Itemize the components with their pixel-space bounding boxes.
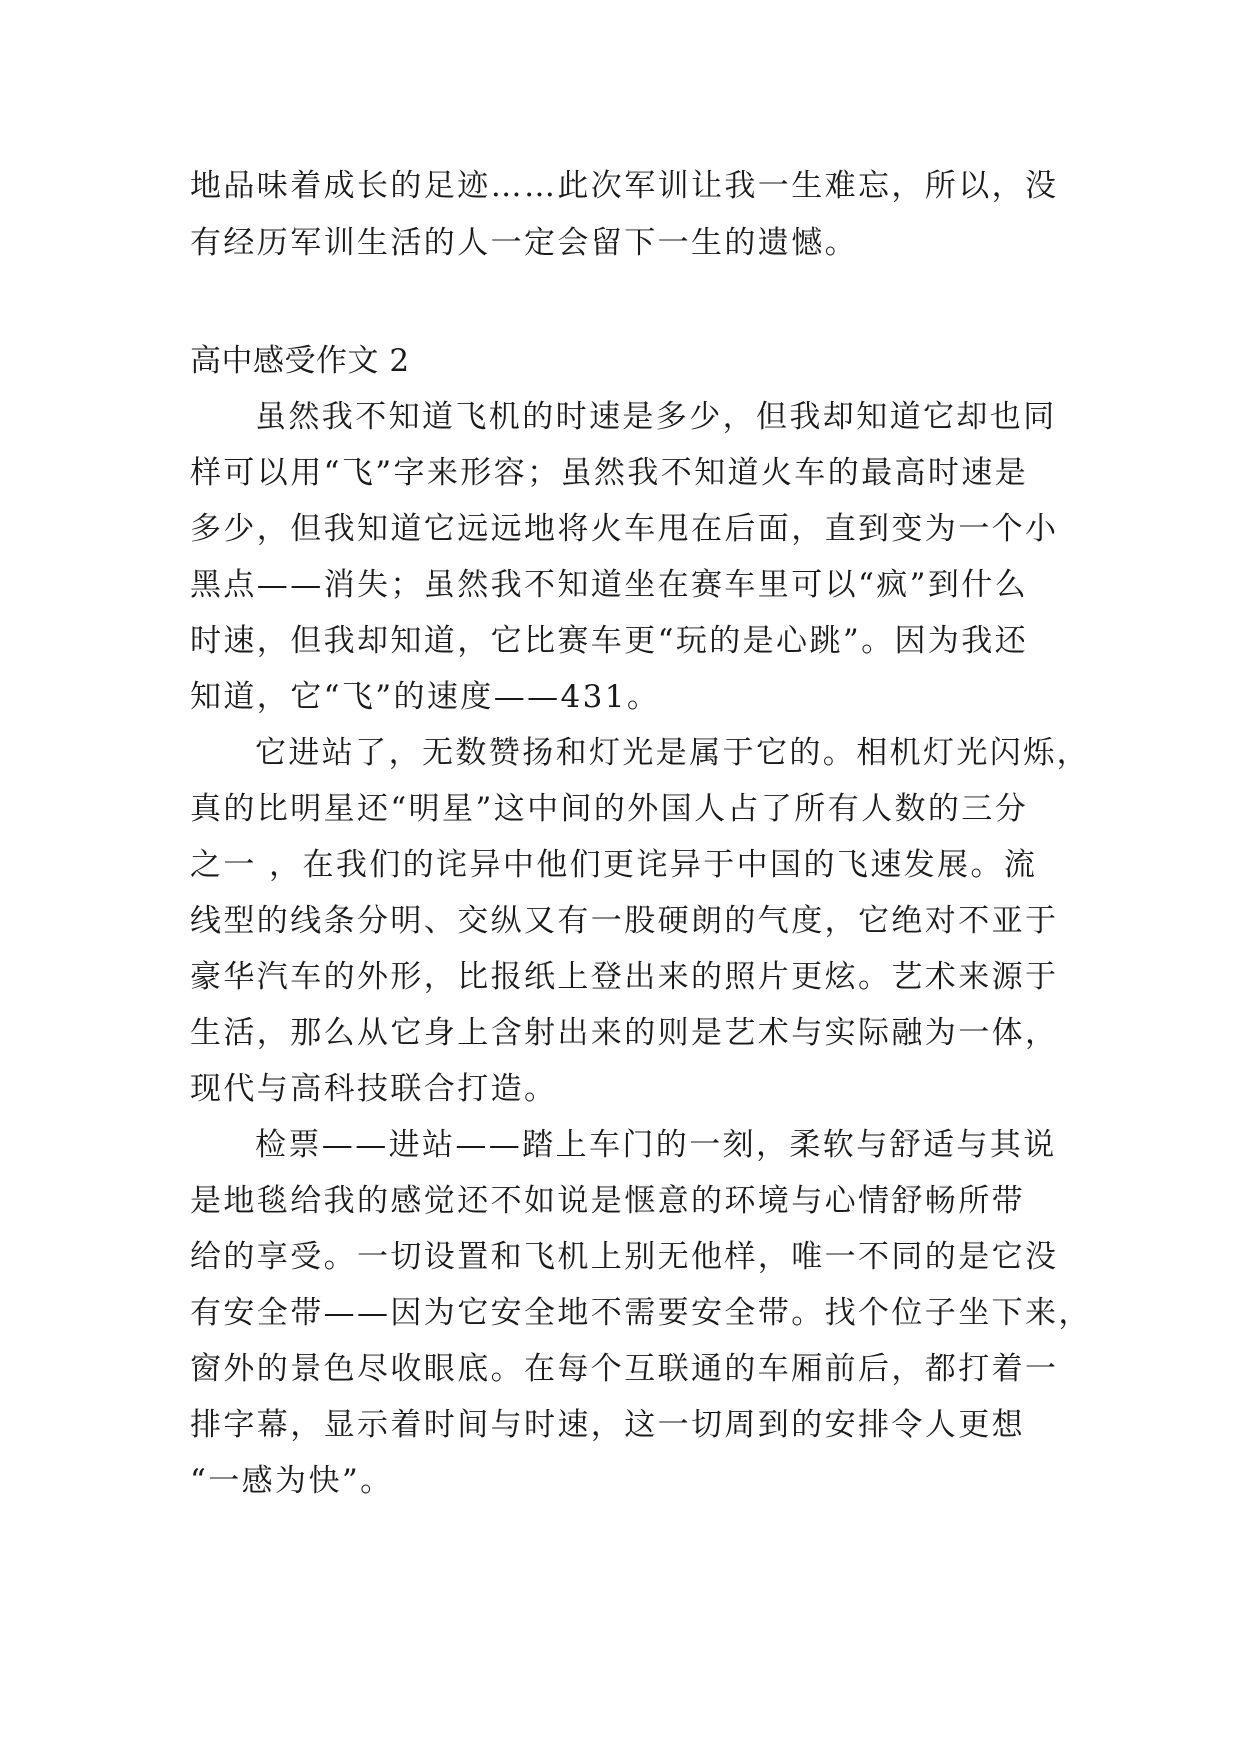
text-line: 多少，但我知道它远远地将火车甩在后面，直到变为一个小 xyxy=(190,511,1059,547)
text-line: 豪华汽车的外形，比报纸上登出来的照片更炫。艺术来源于 xyxy=(190,959,1059,995)
text-line: 时速，但我却知道，它比赛车更“玩的是心跳”。因为我还 xyxy=(190,623,1029,659)
text-line: 真的比明星还“明星”这中间的外国人占了所有人数的三分 xyxy=(190,791,1029,827)
text-line: 排字幕，显示着时间与时速，这一切周到的安排令人更想 xyxy=(190,1407,1025,1443)
text-line: 知道，它“飞”的速度——431。 xyxy=(190,679,661,715)
text-line: 给的享受。一切设置和飞机上别无他样，唯一不同的是它没 xyxy=(190,1239,1059,1275)
text-line: 生活，那么从它身上含射出来的则是艺术与实际融为一体， xyxy=(190,1015,1059,1051)
paragraph-first-line: 虽然我不知道飞机的时速是多少，但我却知道它却也同 xyxy=(255,399,1057,435)
text-line: 有经历军训生活的人一定会留下一生的遗憾。 xyxy=(190,225,858,261)
text-line: 黑点——消失；虽然我不知道坐在赛车里可以“疯”到什么 xyxy=(190,567,1029,603)
text-line: 地品味着成长的足迹……此次军训让我一生难忘，所以，没 xyxy=(190,168,1059,204)
paragraph-first-line: 它进站了，无数赞扬和灯光是属于它的。相机灯光闪烁， xyxy=(255,735,1090,771)
text-line: 样可以用“飞”字来形容；虽然我不知道火车的最高时速是 xyxy=(190,455,1029,491)
section-title: 高中感受作文 2 xyxy=(190,343,410,379)
paragraph-first-line: 检票——进站——踏上车门的一刻，柔软与舒适与其说 xyxy=(255,1127,1057,1163)
text-line: 是地毯给我的感觉还不如说是惬意的环境与心情舒畅所带 xyxy=(190,1183,1025,1219)
text-line: 现代与高科技联合打造。 xyxy=(190,1071,558,1107)
text-line: 窗外的景色尽收眼底。在每个互联通的车厢前后，都打着一 xyxy=(190,1351,1059,1387)
text-line: 有安全带——因为它安全地不需要安全带。找个位子坐下来， xyxy=(190,1295,1092,1331)
text-line: “一感为快”。 xyxy=(190,1463,394,1499)
text-line: 之一 ，在我们的诧异中他们更诧异于中国的飞速发展。流 xyxy=(190,847,1038,883)
text-line: 线型的线条分明、交纵又有一股硬朗的气度，它绝对不亚于 xyxy=(190,903,1059,939)
